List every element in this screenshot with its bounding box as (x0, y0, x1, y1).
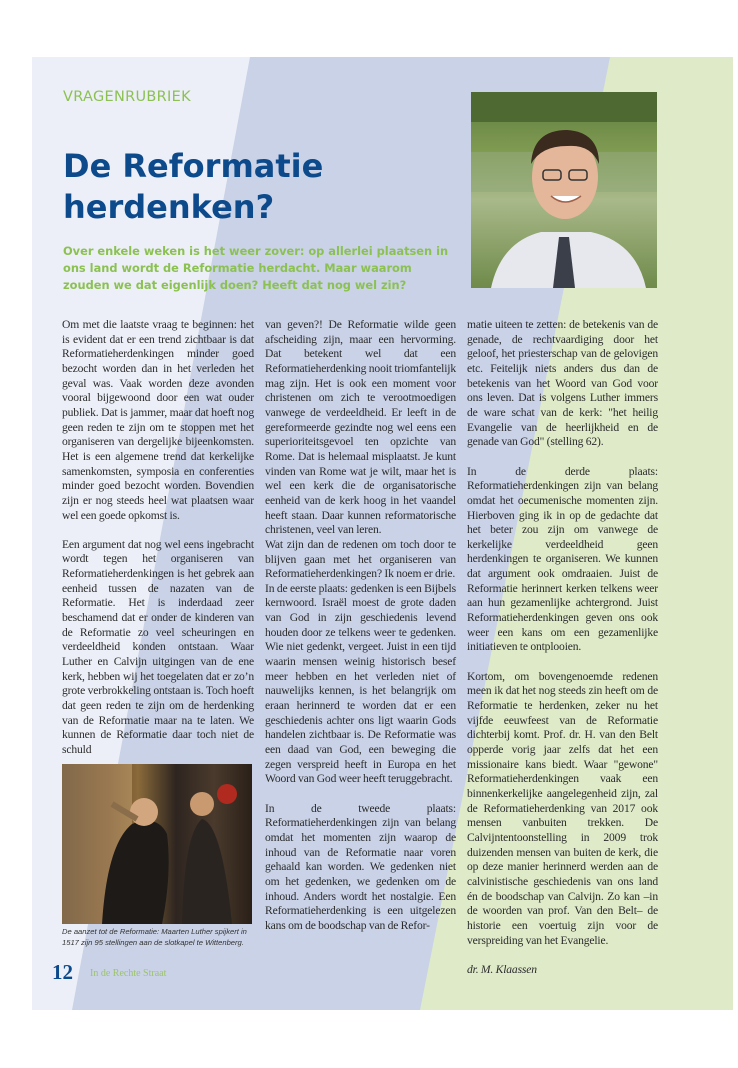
paragraph: matie uiteen te zetten: de betekenis van de genade, de rechtvaardiging door het geloof, het priesterschap van de gelovigen etc. Feitelijk niets anders dus dan de betekenis van het Woord van God voor ons leven. Dat is volgens Luther immers de ware schat van de kerk: "het heilig Evangelie van de heerlijkheid en de genade van God" (stelling 62). (467, 318, 658, 449)
magazine-name: In de Rechte Straat (90, 968, 167, 979)
paragraph: In de derde plaats: Reformatieherdenkingen zijn van belang omdat het oecumenische momenten zijn. Hierboven ging ik in op de gedachte dat het beter zou zijn om vanwege de kerkelijke verdeeldheid geen herdenkingen te organiseren. We kunnen dat argument ook omdraaien. Juist de Reformatie herinnert kerken telkens weer aan hun gezamenlijke achtergrond. Juist Reformatieherdenkingen geven ons ook weer een kans om een gezamenlijke initiatieven te ontplooien. (467, 464, 658, 654)
paragraph: Om met die laatste vraag te beginnen: het is evident dat er een trend zichtbaar is dat Reformatieherdenkingen minder goed bezocht worden dan in het verleden het geval was. Vaak worden deze avonden vooral bijgewoond door een wat ouder publiek. Dat is jammer, maar dat hoeft nog geen reden te zijn om te stoppen met het organiseren van dergelijke bijeenkomsten. Het is een algemene trend dat kerkelijke samenkomsten, symposia en conferenties minder goed bezocht worden. Bovendien zijn er nog steeds heel wat plaatsen waar wel een goede opkomst is. (62, 318, 254, 522)
paragraph: In de eerste plaats: gedenken is een Bijbels kernwoord. Israël moest de grote daden van God in zijn geschiedenis levend houden door ze telkens weer te gedenken. Wie niet gedenkt, vergeet. Juist in een tijd waarin mensen weinig historisch besef meer hebben en het verleden niet of nauwelijks kennen, is het belangrijk om eraan herinnerd te worden dat er een geschiedenis achter ons ligt waarin Gods handelen zichtbaar is. De Reformatie was een daad van God, een beweging die zegen verspreid heeft in Europa en het Woord van God weer heeft teruggebracht. (265, 581, 456, 786)
paragraph: In de tweede plaats: Reformatieherdenkingen zijn van belang omdat het momenten zijn waarop de inhoud van de Reformatie naar voren gehaald kan worden. We gedenken niet om het gedenken, we gedenken om de inhoud. Anders wordt het nostalgie. Een Reformatieherdenking is een uitgelezen kans om de boodschap van de Refor- (265, 801, 456, 932)
paragraph: Een argument dat nog wel eens ingebracht wordt tegen het organiseren van Reformatieherdenkingen is het gebrek aan eenheid tussen de nazaten van de Reformatie. Het is inderdaad zeer beschamend dat er onder de kinderen van de Reformatie zo veel scheuringen en verdeeldheid konden ontstaan. Waar Luther en Calvijn uitgingen van de ene kerk, hebben wij het toegelaten dat er zo’n grote verbrokkeling ontstaan is. Toch hoeft dat geen reden te zijn om de herdenking van de Reformatie maar na te laten. We kunnen de Reformatie daar toch niet de schuld (62, 537, 254, 757)
image-caption: De aanzet tot de Reformatie: Maarten Luther spijkert in 1517 zijn 95 stellingen aan de slotkapel te Wittenberg. (62, 926, 247, 947)
paragraph: Wat zijn dan de redenen om toch door te blijven gaan met het organiseren van Reformatieherdenkingen? Ik noem er drie. (265, 537, 456, 581)
luther-painting-image (62, 764, 252, 924)
article-column-3 (467, 318, 658, 992)
paragraph: Kortom, om bovengenoemde redenen meen ik dat het nog steeds zin heeft om de Reformatie te herdenken, zeker nu het vijfde eeuwfeest van de Reformatie dichterbij komt. Prof. dr. H. van den Belt opperde vorig jaar zelfs dat het een missionaire kans biedt. Waar "gewone" Reformatieherdenkingen vaak een binnenkerkelijke aangelegenheid zijn, zal de Reformatieherdenking van 2017 ook mensen vanbuiten trekken. De Calvijntentoonstelling in 2009 trok duizenden mensen van buiten de kerk, die op deze manier herinnerd werden aan de calvinistische geschiedenis van ons land én de boodschap van Calvijn. Zo kan –in de woorden van prof. Van den Belt– de historie een voertuig zijn voor de verspreiding van het Evangelie. (467, 669, 658, 947)
article-intro: Over enkele weken is het weer zover: op allerlei plaatsen in ons land wordt de Reformatie herdacht. Maar waarom zouden we dat eigenlijk doen? Heeft dat nog wel zin? (63, 244, 449, 292)
section-kicker: VRAGENRUBRIEK (63, 89, 191, 105)
paragraph: van geven?! De Reformatie wilde geen afscheiding zijn, maar een hervorming. Dat betekent wel dat een Reformatieherdenking nooit triomfantelijk mag zijn. Het is ook een moment voor christenen om zich te verootmoedigen vanwege de verdeeldheid. Er leeft in de gereformeerde gezindte nog wel eens een superioriteitsgevoel ten opzichte van Rome. Dat is helemaal misplaatst. Je kunt vinden van Rome wat je wilt, maar het is wel een kerk die de organisatorische eenheid van de kerk hoog in het vaandel heeft staan. Daar kunnen reformatorische christenen, veel van leren. (265, 318, 456, 537)
article-column-2 (265, 318, 456, 934)
article-column-1 (62, 318, 254, 948)
article-title: De Reformatie herdenken? (63, 147, 324, 226)
author-portrait-photo (471, 92, 657, 288)
author-byline: dr. M. Klaassen (467, 962, 537, 976)
page-number: 12 (52, 960, 73, 984)
